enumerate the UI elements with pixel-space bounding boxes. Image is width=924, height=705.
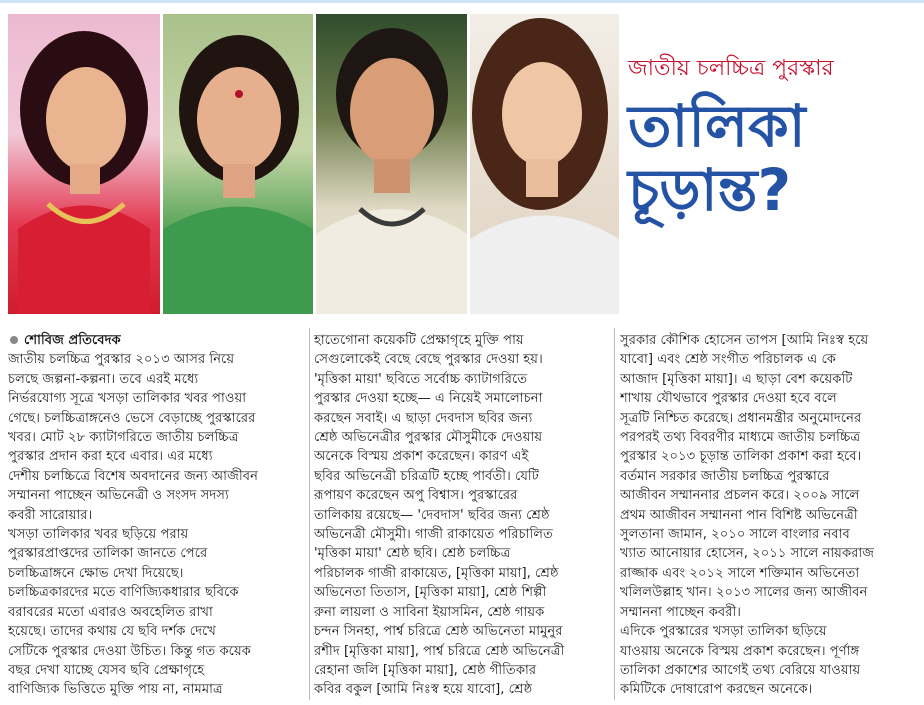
byline: শোবিজ প্রতিবেদক <box>8 331 304 350</box>
portrait-1-figure <box>8 14 160 314</box>
article-line: অভিনেত্রী মৌসুমী। গাজী রাকায়েত পরিচালিত <box>314 527 553 543</box>
photo-portrait-4 <box>470 14 619 314</box>
article-line: খলিলউল্লাহ খান। ২০১৩ সালের জন্য আজীবন <box>620 585 868 601</box>
article-column-2 <box>314 331 610 700</box>
article-line: পুরস্কার দেওয়া হচ্ছে— এ নিয়েই সমালোচনা <box>314 391 543 407</box>
article-line: পুরস্কারপ্রাপ্তদের তালিকা জানতে পেরে <box>8 546 208 562</box>
article-line: বরাবরের মতো এবারও অবহেলিত রাখা <box>8 604 213 620</box>
article-line: প্রথম আজীবন সম্মাননা পান বিশিষ্ট অভিনেত্রী <box>620 507 858 523</box>
article-line: ছবির অভিনেত্রী চরিত্রটি হচ্ছে পার্বতী। যেটি <box>314 468 539 484</box>
article-line: গেছে। চলচ্চিত্রাঙ্গনেও ভেসে বেড়াচ্ছে পুরস্কারের <box>8 410 256 426</box>
article-line: দেশীয় চলচ্চিত্রে বিশেষ অবদানের জন্য আজীবন <box>8 468 258 484</box>
article-line: সুলতানা জামান, ২০১০ সালে বাংলার নবাব <box>620 527 850 543</box>
article-line: আজাদ [মৃত্তিকা মায়া]। এ ছাড়া বেশ কয়েকটি <box>620 371 853 387</box>
portrait-3-figure <box>316 14 467 314</box>
photo-portrait-2 <box>163 14 313 314</box>
article-line: সম্মাননা পাচ্ছেন অভিনেত্রী ও সংসদ সদস্য <box>8 488 229 504</box>
article-line: রাজ্জাক এবং ২০১২ সালে শক্তিমান অভিনেতা <box>620 565 860 581</box>
article-line: বর্তমান সরকার জাতীয় চলচ্চিত্র পুরস্কারে <box>620 468 830 484</box>
photo-portrait-1 <box>8 14 160 314</box>
column-divider <box>309 328 310 700</box>
article-line: পুরস্কার প্রদান করা হবে এবার। এর মধ্যে <box>8 449 213 465</box>
article-line: হাতেগোনা কয়েকটি প্রেক্ষাগৃহে মুক্তি পায় <box>314 333 524 348</box>
article-line: তালিকা প্রকাশের আগেই তথ্য বেরিয়ে যাওয়ায় <box>620 662 861 678</box>
article-line: চলচ্চিত্রাঙ্গনে ক্ষোভ দেখা দিয়েছে। <box>8 565 184 581</box>
article-line: আজীবন সম্মাননার প্রচলন করে। ২০০৯ সালে <box>620 488 860 504</box>
article-line: কবির বকুল [আমি নিঃস্ব হয়ে যাবো], শ্রেষ্ঠ <box>314 682 533 698</box>
article-line: জাতীয় চলচ্চিত্র পুরস্কার ২০১৩ আসর নিয়ে <box>8 352 235 368</box>
column-divider <box>614 328 615 700</box>
article-line: চলচ্চিত্রকারদের মতে বাণিজ্যিকধারার ছবিকে <box>8 585 239 601</box>
article-line: চলছে জল্পনা-কল্পনা। তবে এরই মধ্যে <box>8 371 199 387</box>
top-border <box>0 0 924 3</box>
article-line: খবর। মোট ২৮ ক্যাটাগরিতে জাতীয় চলচ্চিত্র <box>8 430 239 446</box>
article-column-3 <box>620 331 920 700</box>
bullet-icon <box>10 336 18 344</box>
article-line: শ্রেষ্ঠ অভিনেত্রীর পুরস্কার মৌসুমীকে দেওয়ায় <box>314 430 543 446</box>
article-line: সম্মাননা পাচ্ছেন কবরী। <box>620 604 742 620</box>
article-line: রশীদ [মৃত্তিকা মায়া], পার্শ্ব চরিত্রে শ্রেষ্ঠ অভিনেত্রী <box>314 643 565 659</box>
article-line: কমিটিকে দোষারোপ করছেন অনেকে। <box>620 682 813 698</box>
article-line: সেগুলোকেই বেছে বেছে পুরস্কার দেওয়া হয়। <box>314 352 543 368</box>
article-line: সুরকার কৌশিক হোসেন তাপস [আমি নিঃস্ব হয়ে <box>620 333 869 348</box>
portrait-2-figure <box>163 14 313 314</box>
article-line: রুনা লায়লা ও সাবিনা ইয়াসমিন, শ্রেষ্ঠ গায়ক <box>314 604 545 620</box>
article-line: 'মৃত্তিকা মায়া' ছবিতে সর্বোচ্চ ক্যাটাগরিতে <box>314 371 528 387</box>
photo-portrait-3 <box>316 14 467 314</box>
article-line: হয়েছে। তাদের কথায় যে ছবি দর্শক দেখে <box>8 624 216 640</box>
article-line: শাখায় যৌথভাবে পুরস্কার দেওয়া হবে বলে <box>620 391 837 407</box>
article-line: 'মৃত্তিকা মায়া' শ্রেষ্ঠ ছবি। শ্রেষ্ঠ চলচ্চিত্র <box>314 546 511 562</box>
article-line: পরপরই তথ্য বিবরণীর মাধ্যমে জাতীয় চলচ্চিত্র <box>620 430 861 446</box>
article-line: রূপায়ণ করেছেন অপু বিশ্বাস। পুরস্কারের <box>314 488 518 504</box>
article-line: বছর দেখা যাচ্ছে যেসব ছবি প্রেক্ষাগৃহে <box>8 662 205 678</box>
article-line: করছেন সবাই। এ ছাড়া দেবদাস ছবির জন্য <box>314 410 533 426</box>
article-line: তালিকায় রয়েছে— 'দেবদাস' ছবির জন্য শ্রেষ্ঠ <box>314 507 550 523</box>
headline-title-line-2: চূড়ান্ত? <box>628 156 792 224</box>
article-line: সূত্রটি নিশ্চিত করেছে। প্রধানমন্ত্রীর অনুমোদনের <box>620 410 862 426</box>
article-line: রেহানা জলি [মৃত্তিকা মায়া], শ্রেষ্ঠ গীতিকার <box>314 662 537 678</box>
article-line: অনেকে বিস্ময় প্রকাশ করেছেন। কারণ এই <box>314 449 529 465</box>
article-line: পরিচালক গাজী রাকায়েত, [মৃত্তিকা মায়া], শ্রেষ্ঠ <box>314 565 559 581</box>
article-line: যাবো] এবং শ্রেষ্ঠ সংগীত পরিচালক এ কে <box>620 352 837 368</box>
article-line: যাওয়ায় অনেকে বিস্ময় প্রকাশ করেছেন। পূর্ণাঙ্গ <box>620 643 860 659</box>
article-line: খ্যাত আনোয়ার হোসেন, ২০১১ সালে নায়করাজ <box>620 546 875 562</box>
article-line: বাণিজ্যিক ভিত্তিতে মুক্তি পায় না, নামমাত্র <box>8 682 223 698</box>
article-line: নির্ভরযোগ্য সূত্রে খসড়া তালিকার খবর পাওয়া <box>8 391 247 407</box>
article-line: অভিনেতা তিতাস, [মৃত্তিকা মায়া], শ্রেষ্ঠ শিল্পী <box>314 585 547 601</box>
headline-title-line-1: তালিকা <box>628 92 806 160</box>
article-line: খসড়া তালিকার খবর ছড়িয়ে পরায় <box>8 527 189 543</box>
headline-title <box>628 94 918 222</box>
article-line: সেটিকে পুরস্কার দেওয়া উচিত। কিন্তু গত কয়েক <box>8 643 251 659</box>
article-line: পুরস্কার ২০১৩ চূড়ান্ত তালিকা প্রকাশ করা হবে। <box>620 449 862 465</box>
article-line: এদিকে পুরস্কারের খসড়া তালিকা ছড়িয়ে <box>620 624 827 640</box>
headline-block <box>628 54 918 222</box>
article-line: চন্দন সিনহা, পার্শ্ব চরিত্রে শ্রেষ্ঠ অভিনেতা মামুনুর <box>314 624 563 640</box>
headline-kicker: জাতীয় চলচ্চিত্র পুরস্কার <box>628 56 834 81</box>
article-line: কবরী সারোয়ার। <box>8 507 93 523</box>
portrait-4-figure <box>470 14 619 314</box>
article-column-1 <box>8 331 304 700</box>
